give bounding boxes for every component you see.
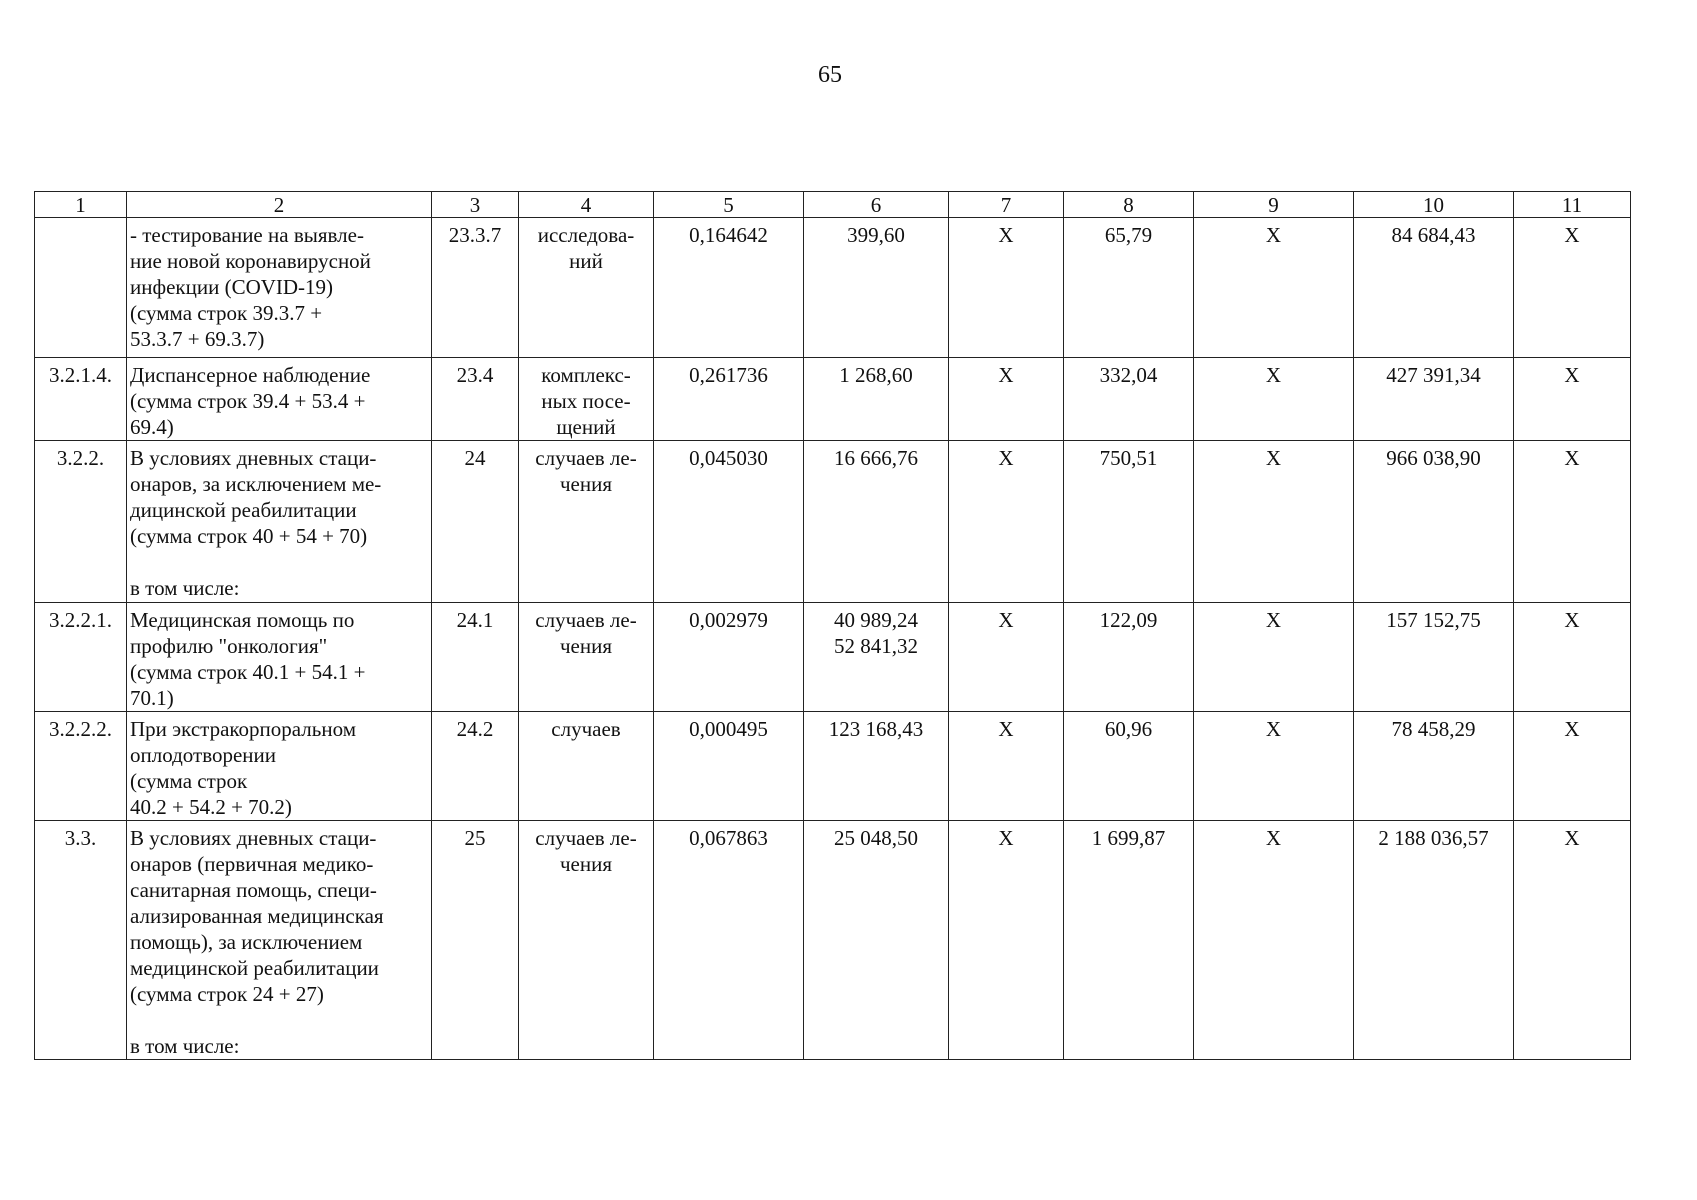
value-col-7: X — [949, 358, 1064, 441]
value-col-11: X — [1514, 441, 1631, 603]
row-name-cell — [127, 358, 432, 441]
value-col-11: X — [1514, 218, 1631, 358]
column-header: 3 — [432, 192, 519, 218]
row-name: Медицинская помощь по профилю "онкология" (сумма строк 40.1 + 54.1 + 70.1) — [130, 608, 366, 710]
table-row — [35, 603, 1631, 712]
value-col-7: X — [949, 603, 1064, 712]
value-col-9: X — [1194, 358, 1354, 441]
volume-norm: 0,045030 — [654, 441, 804, 603]
cost-norm: 40 989,24 52 841,32 — [804, 603, 949, 712]
row-name: В условиях дневных стаци- онаров, за исключением ме- дицинской реабилитации (сумма строк 40 + 54 + 70) — [130, 446, 382, 548]
row-name-cell — [127, 218, 432, 358]
value-col-8: 65,79 — [1064, 218, 1194, 358]
value-col-8: 750,51 — [1064, 441, 1194, 603]
cost-norm: 123 168,43 — [804, 712, 949, 821]
column-header: 2 — [127, 192, 432, 218]
line-number: 23.4 — [432, 358, 519, 441]
unit: случаев ле- чения — [519, 603, 654, 712]
line-number: 24 — [432, 441, 519, 603]
page-number: 65 — [818, 62, 842, 88]
volume-norm: 0,067863 — [654, 821, 804, 1060]
row-name: Диспансерное наблюдение (сумма строк 39.4 + 53.4 + 69.4) — [130, 363, 371, 439]
header-row — [35, 192, 1631, 218]
value-col-9: X — [1194, 441, 1354, 603]
value-col-11: X — [1514, 603, 1631, 712]
row-name: При экстракорпоральном оплодотворении (сумма строк 40.2 + 54.2 + 70.2) — [130, 717, 356, 819]
column-header: 6 — [804, 192, 949, 218]
unit: случаев — [519, 712, 654, 821]
value-col-7: X — [949, 821, 1064, 1060]
row-number: 3.2.2.1. — [35, 603, 127, 712]
table-row — [35, 712, 1631, 821]
row-name-cell — [127, 712, 432, 821]
value-col-8: 332,04 — [1064, 358, 1194, 441]
value-col-8: 60,96 — [1064, 712, 1194, 821]
row-number: 3.2.2. — [35, 441, 127, 603]
row-name: - тестирование на выявле- ние новой коронавирусной инфекции (COVID-19) (сумма строк 39.3.7 + 53.3.7 + 69.3.7) — [130, 223, 371, 351]
column-header: 7 — [949, 192, 1064, 218]
line-number: 24.2 — [432, 712, 519, 821]
value-col-8: 122,09 — [1064, 603, 1194, 712]
line-number: 25 — [432, 821, 519, 1060]
value-col-10: 157 152,75 — [1354, 603, 1514, 712]
value-col-10: 2 188 036,57 — [1354, 821, 1514, 1060]
unit: случаев ле- чения — [519, 821, 654, 1060]
row-name-cell — [127, 441, 432, 603]
data-table — [34, 191, 1631, 1060]
value-col-10: 427 391,34 — [1354, 358, 1514, 441]
value-col-9: X — [1194, 218, 1354, 358]
unit: случаев ле- чения — [519, 441, 654, 603]
row-name-tail: в том числе: — [130, 1034, 240, 1058]
row-name-cell — [127, 821, 432, 1060]
row-number: 3.2.2.2. — [35, 712, 127, 821]
column-header: 10 — [1354, 192, 1514, 218]
row-number — [35, 218, 127, 358]
row-number: 3.3. — [35, 821, 127, 1060]
line-number: 23.3.7 — [432, 218, 519, 358]
table-row — [35, 821, 1631, 1060]
table-row — [35, 441, 1631, 603]
line-number: 24.1 — [432, 603, 519, 712]
row-number: 3.2.1.4. — [35, 358, 127, 441]
row-name: В условиях дневных стаци- онаров (первичная медико- санитарная помощь, специ- ализированная медицинская помощь), за исключением медицинской реабилитации (сумма строк 24 + 27) — [130, 826, 384, 1006]
volume-norm: 0,000495 — [654, 712, 804, 821]
column-header: 5 — [654, 192, 804, 218]
cost-norm: 399,60 — [804, 218, 949, 358]
value-col-10: 966 038,90 — [1354, 441, 1514, 603]
column-header: 1 — [35, 192, 127, 218]
value-col-9: X — [1194, 712, 1354, 821]
volume-norm: 0,002979 — [654, 603, 804, 712]
value-col-7: X — [949, 218, 1064, 358]
value-col-9: X — [1194, 821, 1354, 1060]
volume-norm: 0,164642 — [654, 218, 804, 358]
cost-norm: 25 048,50 — [804, 821, 949, 1060]
row-name-tail: в том числе: — [130, 576, 240, 600]
row-name-cell — [127, 603, 432, 712]
column-header: 8 — [1064, 192, 1194, 218]
table-row — [35, 218, 1631, 358]
value-col-7: X — [949, 441, 1064, 603]
table-row — [35, 358, 1631, 441]
cost-norm: 16 666,76 — [804, 441, 949, 603]
value-col-10: 84 684,43 — [1354, 218, 1514, 358]
value-col-9: X — [1194, 603, 1354, 712]
unit: комплекс- ных посе- щений — [519, 358, 654, 441]
value-col-11: X — [1514, 821, 1631, 1060]
cost-norm: 1 268,60 — [804, 358, 949, 441]
value-col-11: X — [1514, 712, 1631, 821]
value-col-10: 78 458,29 — [1354, 712, 1514, 821]
column-header: 4 — [519, 192, 654, 218]
volume-norm: 0,261736 — [654, 358, 804, 441]
column-header: 9 — [1194, 192, 1354, 218]
value-col-7: X — [949, 712, 1064, 821]
value-col-11: X — [1514, 358, 1631, 441]
value-col-8: 1 699,87 — [1064, 821, 1194, 1060]
unit: исследова- ний — [519, 218, 654, 358]
column-header: 11 — [1514, 192, 1631, 218]
